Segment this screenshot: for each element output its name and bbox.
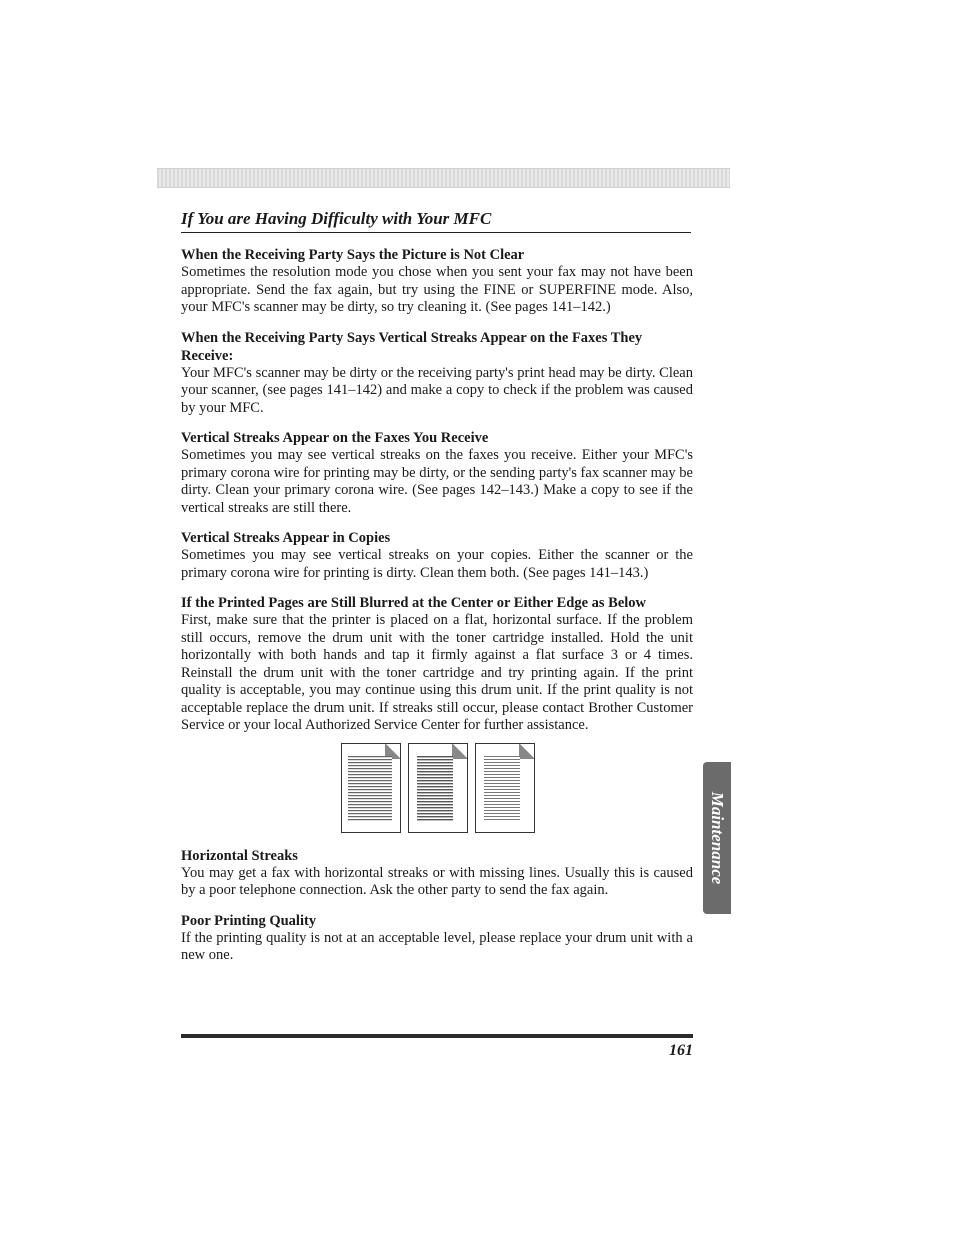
page-content	[181, 246, 693, 977]
header-band	[157, 168, 730, 188]
block-heading: When the Receiving Party Says the Picture is Not Clear	[181, 247, 525, 263]
block-heading: When the Receiving Party Says Vertical Streaks Appear on the Faxes They Receive:	[181, 329, 643, 364]
block-body: Sometimes you may see vertical streaks on the faxes you receive. Either your MFC's primary corona wire for printing may be dirty, or the sending party's fax scanner may be dirty. Clean your primary corona wire. (See pages 142–143.) Make a copy to see if the vertical streaks are still there.	[181, 447, 693, 516]
block-body: Sometimes the resolution mode you chose when you sent your fax may not have been appropriate. Send the fax again, but try using the FINE or SUPERFINE mode. Also, your MFC's scanner may be dirty, so try cleaning it. (See pages 141–142.)	[181, 264, 693, 315]
block-heading: Poor Printing Quality	[181, 912, 317, 929]
blurred-center-page-illustration	[408, 743, 468, 833]
block-horizontal-streaks	[181, 847, 693, 900]
blurred-page-illustrations	[341, 743, 693, 833]
block-body: If the printing quality is not at an acceptable level, please replace your drum unit with a new one.	[181, 929, 693, 963]
block-faxes-you-receive	[181, 429, 693, 517]
block-body: Your MFC's scanner may be dirty or the receiving party's print head may be dirty. Clean your scanner, (see pages 141–142) and make a copy to check if the problem was caused by your MFC.	[181, 364, 693, 416]
block-heading: Vertical Streaks Appear in Copies	[181, 530, 391, 546]
blurred-edge-page-illustration	[341, 743, 401, 833]
page-number: 161	[669, 1042, 693, 1059]
block-heading: Horizontal Streaks	[181, 847, 298, 864]
block-receiving-vertical-streaks	[181, 329, 693, 418]
block-body: First, make sure that the printer is placed on a flat, horizontal surface. If the problem still occurs, remove the drum unit with the toner cartridge installed. Hold the unit horizontally with both hands and tap it firmly against a flat surface 3 or 4 times. Reinstall the drum unit with the toner cartridge and try printing again. If the print quality is acceptable, you may continue using this drum unit. If the print quality is not acceptable replace the drum unit. If streaks still occur, please contact Brother Customer Service or your local Authorized Service Center for further assistance.	[181, 612, 693, 733]
block-poor-printing-quality	[181, 912, 693, 965]
section-title: If You are Having Difficulty with Your MFC	[181, 209, 691, 233]
block-body: You may get a fax with horizontal streaks or with missing lines. Usually this is caused by a poor telephone connection. Ask the other party to send the fax again.	[181, 864, 693, 898]
block-heading: If the Printed Pages are Still Blurred at the Center or Either Edge as Below	[181, 595, 647, 611]
block-streaks-in-copies	[181, 529, 693, 582]
block-heading: Vertical Streaks Appear on the Faxes You Receive	[181, 430, 489, 446]
footer-rule	[181, 1034, 693, 1038]
block-picture-not-clear	[181, 246, 693, 317]
block-blurred-pages	[181, 594, 693, 735]
maintenance-side-tab	[703, 762, 731, 914]
blurred-other-edge-page-illustration	[475, 743, 535, 833]
side-tab-label: Maintenance	[708, 791, 727, 885]
block-body: Sometimes you may see vertical streaks on your copies. Either the scanner or the primary corona wire for printing is dirty. Clean them both. (See pages 141–143.)	[181, 547, 693, 581]
